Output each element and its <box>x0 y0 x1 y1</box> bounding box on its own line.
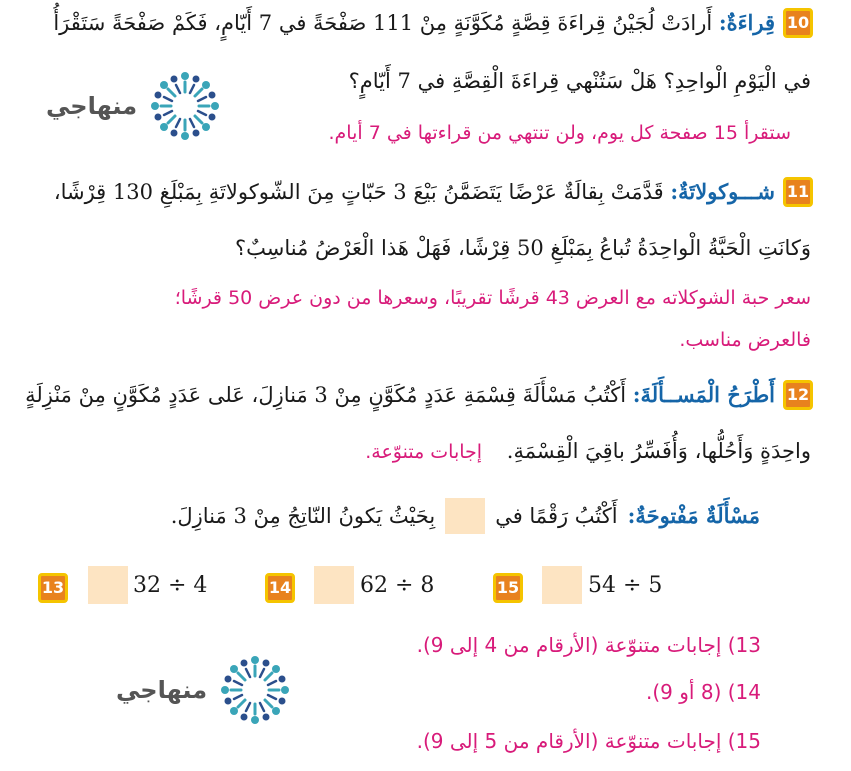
q12-answer: إجابات متنوّعة. <box>365 441 483 463</box>
question-number-10: 10 <box>783 8 813 38</box>
q11-text-1: قَدَّمَتْ بِقالَةٌ عَرْضًا يَتَضَمَّنُ بَيْعَ 3 حَبّاتٍ مِنَ الشّوكولاتَةِ بِمَبْلَغِ 130 قِرْشًا، <box>53 180 664 204</box>
exercise-number-14: 14 <box>265 573 295 603</box>
q10-text-1: أَرادَتْ لُجَيْنُ قِراءَةَ قِصَّةٍ مُكَوَّنَةٍ مِنْ 111 صَفْحَةً في 7 أَيّامٍ، فَكَمْ صَفْحَةً سَتَقْرَأُ <box>53 11 713 35</box>
open-problem-sample-box <box>445 498 485 534</box>
answer-13: 13) إجابات متنوّعة (الأرقام من 4 إلى 9). <box>416 633 761 657</box>
exercise-number-13: 13 <box>38 573 68 603</box>
manhaji-logo-bottom <box>116 650 295 730</box>
q11-answer-1: سعر حبة الشوكلاته مع العرض 43 قرشًا تقريبًا، وسعرها من دون عرض 50 قرشًا؛ <box>174 287 811 309</box>
manhaji-logo-top <box>46 66 225 146</box>
q11-line2: وَكانَتِ الْحَبَّةُ الْواحِدَةُ تُباعُ بِمَبْلَغِ 50 قِرْشًا، فَهَلْ هَذا الْعَرْضُ مُناسِبٌ؟ <box>235 236 811 260</box>
q10-answer: ستقرأ 15 صفحة كل يوم، ولن تنتهي من قراءتها في 7 أيام. <box>328 122 791 144</box>
answer-box-13[interactable] <box>88 566 128 604</box>
open-problem-text-before: أَكْتُبُ رَقْمًا في <box>495 504 618 528</box>
open-problem-line <box>171 498 760 534</box>
answer-box-15[interactable] <box>542 566 582 604</box>
q10-line2: في الْيَوْمِ الْواحِدِ؟ هَلْ سَتُنْهي قِراءَةَ الْقِصَّةِ في 7 أَيّامٍ؟ <box>348 69 811 93</box>
q11-answer-2: فالعرض مناسب. <box>679 329 811 351</box>
exercise-expression-14: 62 ÷ 8 <box>360 573 435 598</box>
exercise-number-15: 15 <box>493 573 523 603</box>
open-problem-heading: مَسْأَلَةٌ مَفْتوحَةٌ: <box>627 503 760 528</box>
logo-text: منهاجي <box>46 92 138 120</box>
q12-heading: أَطْرَحُ الْمَســأَلَةَ: <box>632 382 775 407</box>
exercise-expression-13: 32 ÷ 4 <box>133 573 208 598</box>
manhaji-emblem-icon <box>215 650 295 730</box>
q10-heading: قِراءَةٌ: <box>718 10 775 35</box>
q12-line1 <box>25 380 775 410</box>
manhaji-emblem-icon <box>145 66 225 146</box>
answer-15: 15) إجابات متنوّعة (الأرقام من 5 إلى 9). <box>416 729 761 753</box>
q12-text-1: أَكْتُبُ مَسْأَلَةَ قِسْمَةِ عَدَدٍ مُكَوَّنٍ مِنْ 3 مَنازِلَ، عَلى عَدَدٍ مُكَوَّنٍ مِنْ مَنْزِلَةٍ <box>25 383 627 407</box>
q12-line2 <box>365 436 811 466</box>
open-problem-text-after: بِحَيْثُ يَكونُ النّاتِجُ مِنْ 3 مَنازِلَ. <box>170 504 436 528</box>
q10-line1 <box>53 8 775 38</box>
q11-line1 <box>54 177 775 207</box>
logo-text: منهاجي <box>116 676 208 704</box>
answer-14: 14) (8 أو 9). <box>646 680 761 704</box>
q12-text-2: واحِدَةٍ وَأَحُلُّها، وَأُفَسِّرُ باقِيَ الْقِسْمَةِ. <box>506 439 811 463</box>
question-number-12: 12 <box>783 380 813 410</box>
answer-box-14[interactable] <box>314 566 354 604</box>
q11-heading: شـــوكولاتَةٌ: <box>670 179 775 204</box>
question-number-11: 11 <box>783 177 813 207</box>
exercise-expression-15: 54 ÷ 5 <box>588 573 663 598</box>
